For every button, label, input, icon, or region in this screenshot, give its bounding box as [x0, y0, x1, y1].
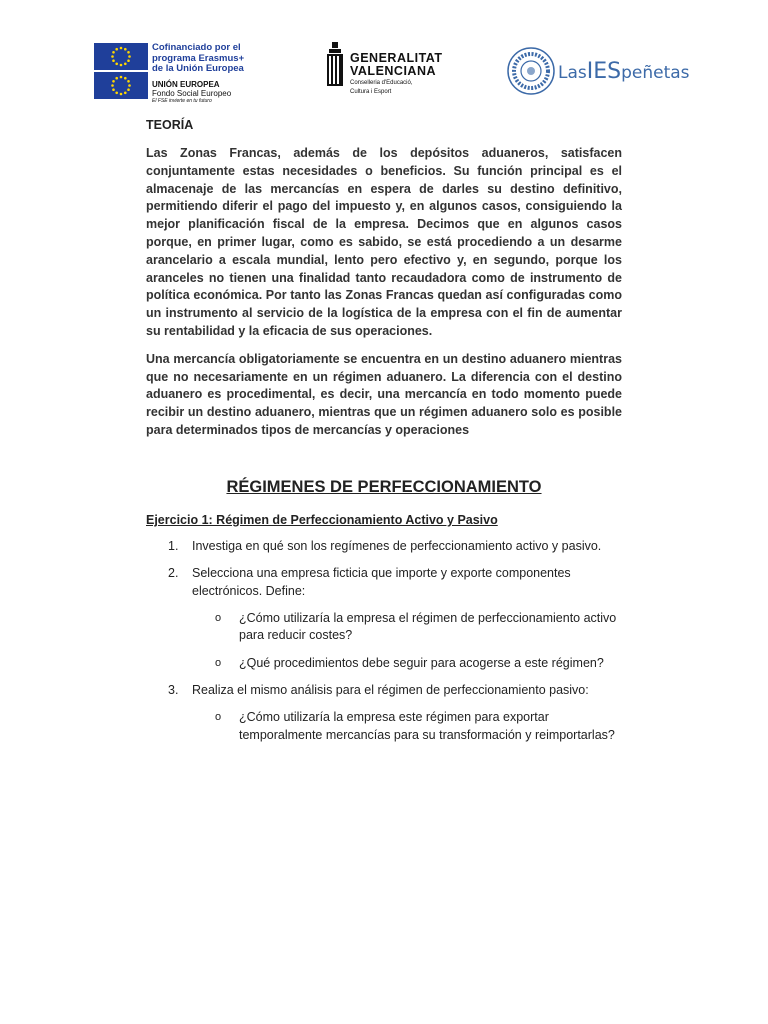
eu-flag-icon	[94, 72, 148, 99]
list-item-number: 3.	[168, 683, 179, 698]
list-item-text: Selecciona una empresa ficticia que importe y exporte componentes electrónicos. Define:	[192, 566, 571, 598]
list-item-number: 1.	[168, 538, 179, 553]
eu-erasmus-line3: de la Unión Europea	[152, 63, 244, 74]
school-name-prefix: Las	[558, 62, 587, 83]
theory-paragraph-2: Una mercancía obligatoriamente se encuentra en un destino aduanero mientras que no necesariamente en un régimen aduanero. La diferencia con el destino aduanero es procedimental, es decir, una mercancía en todo momento puede recibir un destino aduanero, mientras que un régimen aduanero solo es posible para determinados tipos de mercancías y operaciones	[146, 351, 622, 437]
generalitat-logo	[326, 40, 443, 96]
generalitat-line1: GENERALITAT	[350, 51, 443, 65]
school-logo	[506, 46, 690, 96]
theory-title: TEORÍA	[146, 118, 194, 132]
eu-erasmus-line1: Cofinanciado por el	[152, 42, 241, 53]
list-item	[146, 565, 622, 672]
sub-list	[192, 709, 622, 744]
generalitat-crest-icon	[326, 40, 344, 90]
generalitat-line2: VALENCIANA	[350, 64, 437, 78]
sub-list-item-text: ¿Cómo utilizaría la empresa este régimen para exportar temporalmente mercancías para su transformación y reimportarlas?	[239, 709, 615, 742]
school-name-ies: IES	[586, 58, 622, 84]
conselleria-line1: Conselleria d'Educació,	[350, 80, 413, 86]
document-body	[146, 118, 622, 754]
list-item	[146, 538, 622, 556]
eu-erasmus-line2: programa Erasmus+	[152, 52, 245, 64]
hollow-bullet-icon: o	[215, 611, 222, 624]
sub-list-item	[192, 610, 622, 645]
hollow-bullet-icon: o	[215, 656, 222, 669]
section-heading: RÉGIMENES DE PERFECCIONAMIENTO	[226, 477, 542, 496]
conselleria-line2: Cultura i Esport	[350, 89, 392, 95]
eu-logo	[94, 43, 244, 104]
sub-list	[192, 610, 622, 673]
exercise-title: Ejercicio 1: Régimen de Perfeccionamiento Activo y Pasivo	[146, 512, 498, 527]
list-item	[146, 682, 622, 744]
sub-list-item	[192, 709, 622, 744]
eu-org-name: UNIÓN EUROPEA	[152, 79, 220, 89]
eu-tagline: El FSE invierte en tu futuro	[152, 97, 212, 104]
hollow-bullet-icon: o	[215, 710, 222, 723]
school-emblem-icon	[506, 46, 556, 96]
eu-flag-icon	[94, 43, 148, 70]
school-name-suffix: peñetas	[621, 62, 690, 83]
list-item-text: Realiza el mismo análisis para el régimen de perfeccionamiento pasivo:	[192, 683, 589, 698]
theory-paragraph-1: Las Zonas Francas, además de los depósitos aduaneros, satisfacen conjuntamente estas necesidades o beneficios. Su función principal es el almacenaje de las mercancías en espera de darles su destino definitivo, permitiendo diferir el pago del impuesto y, en algunos casos, consiguiendo la mejor planificación fiscal de la empresa. Decimos que en algunos casos porque, en primer lugar, como es sabido, se está procediendo a un desarme arancelario a escala mundial, lento pero efectivo y, en segundo, porque los aranceles no tienen una finalidad tanto recaudadora como de instrumento de política económica. Por tanto las Zonas Francas quedan así configuradas como un instrumento al servicio de la logística de la empresa con el fin de aumentar su rentabilidad y la eficacia de sus operaciones.	[146, 146, 622, 338]
header-logos	[94, 40, 690, 104]
eu-fund-name: Fondo Social Europeo	[152, 88, 232, 98]
list-item-text: Investiga en qué son los regímenes de perfeccionamiento activo y pasivo.	[192, 538, 602, 553]
sub-list-item-text: ¿Cómo utilizaría la empresa el régimen de perfeccionamiento activo para reducir costes?	[239, 610, 617, 643]
exercise-list	[146, 538, 622, 744]
list-item-number: 2.	[168, 566, 179, 581]
sub-list-item	[192, 655, 622, 673]
sub-list-item-text: ¿Qué procedimientos debe seguir para acogerse a este régimen?	[239, 655, 604, 670]
